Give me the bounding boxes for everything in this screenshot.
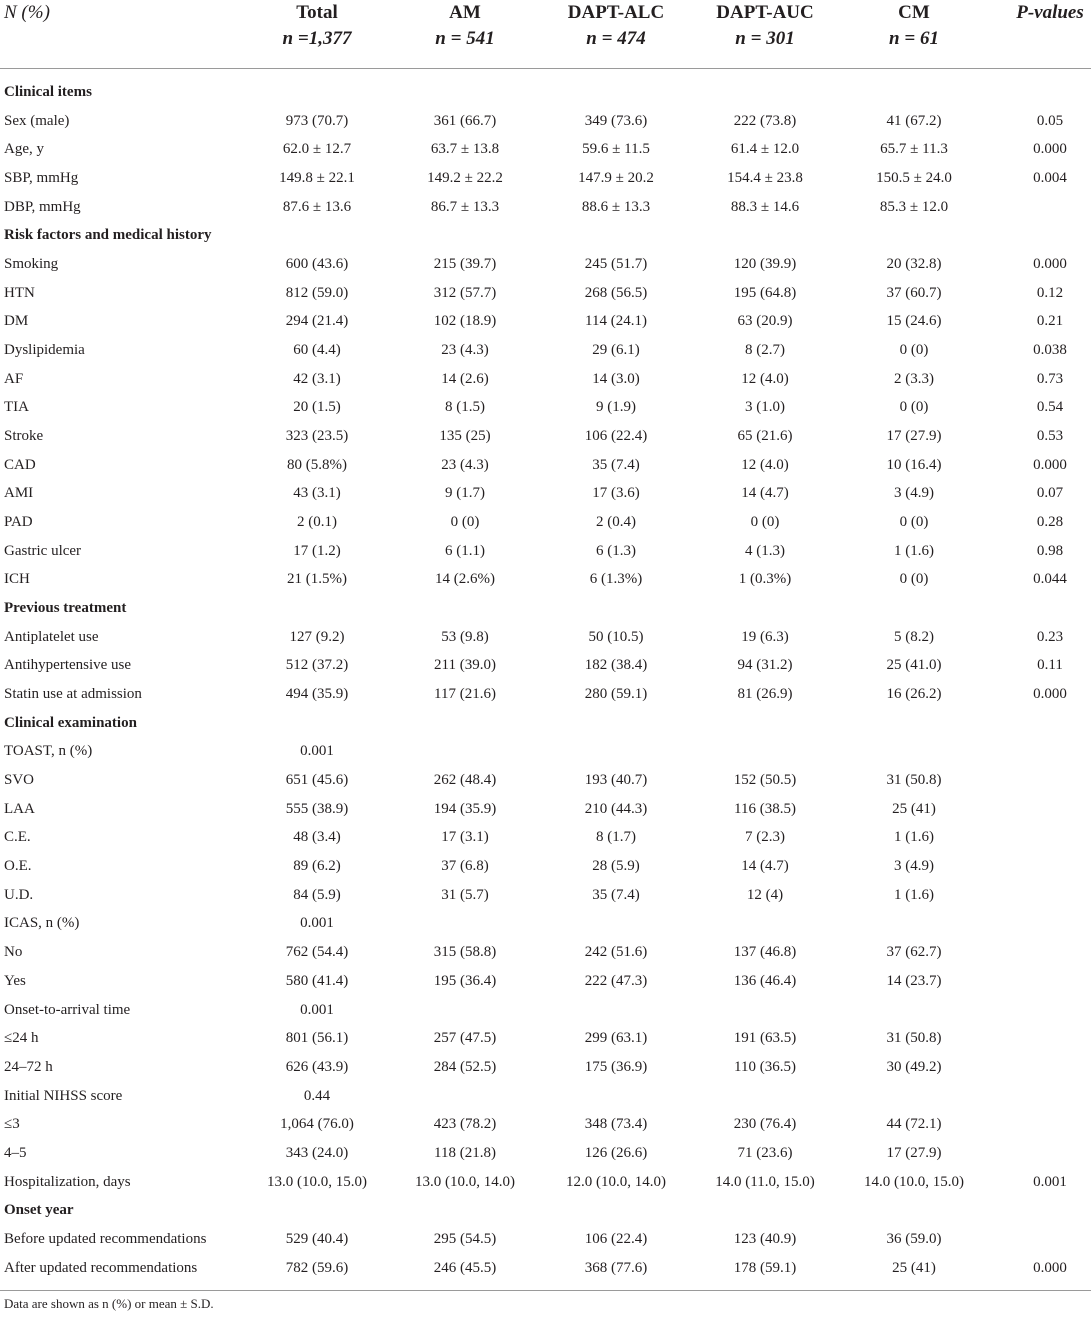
cell-p-value: 0.28 bbox=[1036, 514, 1064, 531]
table-header bbox=[0, 0, 1091, 66]
cell-am: 86.7 ± 13.3 bbox=[430, 198, 500, 215]
cell-total: 0.44 bbox=[303, 1087, 331, 1104]
cell-p-value: 0.044 bbox=[1033, 571, 1067, 588]
cell-dapt-alc: 299 (63.1) bbox=[584, 1030, 648, 1047]
cell-dapt-auc: 178 (59.1) bbox=[733, 1259, 797, 1276]
row-label: Stroke bbox=[4, 428, 44, 445]
table-row bbox=[0, 164, 1091, 193]
cell-dapt-alc: 14 (3.0) bbox=[592, 370, 640, 387]
row-label: HTN bbox=[4, 284, 35, 301]
cell-dapt-auc: 1 (0.3%) bbox=[738, 571, 792, 588]
cell-dapt-auc: 12 (4.0) bbox=[741, 456, 789, 473]
row-label: After updated recommendations bbox=[4, 1259, 198, 1276]
cell-total: 84 (5.9) bbox=[293, 886, 341, 903]
table-row bbox=[0, 422, 1091, 451]
table-row bbox=[0, 1139, 1091, 1168]
cell-am: 135 (25) bbox=[439, 428, 491, 445]
cell-am: 23 (4.3) bbox=[441, 456, 489, 473]
table-row bbox=[0, 680, 1091, 709]
table-row bbox=[0, 107, 1091, 136]
cell-dapt-alc: 6 (1.3) bbox=[596, 542, 636, 559]
cell-am: 9 (1.7) bbox=[445, 485, 485, 502]
cell-dapt-auc: 230 (76.4) bbox=[733, 1116, 797, 1133]
cell-p-value: 0.07 bbox=[1036, 485, 1064, 502]
row-label: AF bbox=[4, 370, 24, 387]
cell-cm: 0 (0) bbox=[899, 342, 929, 359]
cell-total: 973 (70.7) bbox=[285, 112, 349, 129]
cell-dapt-alc: 2 (0.4) bbox=[596, 514, 636, 531]
cell-am: 295 (54.5) bbox=[433, 1230, 497, 1247]
row-label: Sex (male) bbox=[4, 112, 70, 129]
header-n-label: N (%) bbox=[4, 2, 50, 23]
cell-dapt-auc: 222 (73.8) bbox=[733, 112, 797, 129]
cell-dapt-auc: 65 (21.6) bbox=[737, 428, 793, 445]
row-label: 24–72 h bbox=[4, 1058, 53, 1075]
row-label: Statin use at admission bbox=[4, 686, 142, 703]
table-row bbox=[0, 336, 1091, 365]
table-row bbox=[0, 1225, 1091, 1254]
cell-dapt-auc: 137 (46.8) bbox=[733, 944, 797, 961]
cell-p-value: 0.000 bbox=[1033, 256, 1067, 273]
cell-cm: 16 (26.2) bbox=[886, 686, 942, 703]
cell-cm: 5 (8.2) bbox=[894, 628, 934, 645]
cell-p-value: 0.001 bbox=[1033, 1173, 1067, 1190]
row-label: SBP, mmHg bbox=[4, 170, 79, 187]
table-row bbox=[0, 996, 1091, 1025]
cell-dapt-alc: 210 (44.3) bbox=[584, 800, 648, 817]
cell-am: 423 (78.2) bbox=[433, 1116, 497, 1133]
header-col-dapt-alc: DAPT-ALC n = 474 bbox=[567, 2, 665, 49]
cell-total: 21 (1.5%) bbox=[287, 571, 347, 588]
cell-dapt-alc: 8 (1.7) bbox=[596, 829, 636, 846]
table-row bbox=[0, 795, 1091, 824]
cell-am: 246 (45.5) bbox=[433, 1259, 497, 1276]
row-label: Age, y bbox=[4, 141, 44, 158]
cell-dapt-auc: 4 (1.3) bbox=[745, 542, 785, 559]
table-row bbox=[0, 451, 1091, 480]
cell-am: 13.0 (10.0, 14.0) bbox=[415, 1173, 515, 1190]
table-row bbox=[0, 365, 1091, 394]
cell-p-value: 0.004 bbox=[1033, 170, 1067, 187]
section-header-row bbox=[0, 78, 1091, 107]
cell-dapt-alc: 147.9 ± 20.2 bbox=[578, 170, 654, 187]
row-label: ≤24 h bbox=[4, 1030, 39, 1047]
cell-dapt-alc: 349 (73.6) bbox=[584, 112, 648, 129]
cell-dapt-auc: 12 (4) bbox=[746, 886, 784, 903]
cell-dapt-auc: 61.4 ± 12.0 bbox=[730, 141, 800, 158]
cell-dapt-auc: 94 (31.2) bbox=[737, 657, 793, 674]
cell-cm: 150.5 ± 24.0 bbox=[876, 170, 952, 187]
cell-am: 63.7 ± 13.8 bbox=[430, 141, 500, 158]
header-divider bbox=[0, 68, 1091, 69]
cell-dapt-auc: 14 (4.7) bbox=[741, 858, 789, 875]
row-label: Yes bbox=[4, 972, 26, 989]
cell-am: 117 (21.6) bbox=[434, 686, 496, 703]
cell-dapt-auc: 0 (0) bbox=[750, 514, 780, 531]
cell-dapt-alc: 50 (10.5) bbox=[588, 628, 644, 645]
cell-total: 87.6 ± 13.6 bbox=[282, 198, 352, 215]
section-title: Risk factors and medical history bbox=[4, 227, 212, 244]
table-row bbox=[0, 393, 1091, 422]
row-label: Gastric ulcer bbox=[4, 542, 82, 559]
row-label: ≤3 bbox=[4, 1116, 20, 1133]
cell-p-value: 0.000 bbox=[1033, 141, 1067, 158]
cell-am: 0 (0) bbox=[450, 514, 480, 531]
cell-am: 215 (39.7) bbox=[433, 256, 497, 273]
cell-cm: 0 (0) bbox=[899, 399, 929, 416]
cell-am: 31 (5.7) bbox=[441, 886, 489, 903]
table-row bbox=[0, 909, 1091, 938]
cell-am: 6 (1.1) bbox=[445, 542, 485, 559]
cell-dapt-auc: 152 (50.5) bbox=[733, 772, 797, 789]
table-row bbox=[0, 1168, 1091, 1197]
cell-am: 361 (66.7) bbox=[433, 112, 497, 129]
cell-total: 323 (23.5) bbox=[285, 428, 349, 445]
cell-cm: 41 (67.2) bbox=[886, 112, 942, 129]
table-row bbox=[0, 193, 1091, 222]
cell-dapt-alc: 368 (77.6) bbox=[584, 1259, 648, 1276]
cell-cm: 30 (49.2) bbox=[886, 1058, 942, 1075]
row-label: Initial NIHSS score bbox=[4, 1087, 123, 1104]
row-label: Dyslipidemia bbox=[4, 342, 85, 359]
cell-total: 494 (35.9) bbox=[285, 686, 349, 703]
cell-total: 343 (24.0) bbox=[285, 1144, 349, 1161]
row-label: C.E. bbox=[4, 829, 31, 846]
table-row bbox=[0, 135, 1091, 164]
cell-am: 53 (9.8) bbox=[441, 628, 489, 645]
row-label: ICH bbox=[4, 571, 30, 588]
cell-cm: 36 (59.0) bbox=[886, 1230, 942, 1247]
cell-cm: 25 (41) bbox=[892, 1259, 936, 1276]
cell-dapt-alc: 29 (6.1) bbox=[592, 342, 640, 359]
cell-p-value: 0.23 bbox=[1036, 628, 1064, 645]
cell-dapt-auc: 116 (38.5) bbox=[734, 800, 796, 817]
cell-dapt-alc: 114 (24.1) bbox=[585, 313, 647, 330]
cell-total: 626 (43.9) bbox=[285, 1058, 349, 1075]
cell-dapt-auc: 8 (2.7) bbox=[745, 342, 785, 359]
cell-p-value: 0.12 bbox=[1036, 284, 1064, 301]
cell-am: 315 (58.8) bbox=[433, 944, 497, 961]
section-header-row bbox=[0, 1196, 1091, 1225]
row-label: Hospitalization, days bbox=[4, 1173, 131, 1190]
table-row bbox=[0, 537, 1091, 566]
cell-cm: 3 (4.9) bbox=[894, 858, 934, 875]
cell-dapt-alc: 280 (59.1) bbox=[584, 686, 648, 703]
table-row bbox=[0, 279, 1091, 308]
cell-total: 1,064 (76.0) bbox=[280, 1116, 354, 1133]
cell-total: 2 (0.1) bbox=[297, 514, 337, 531]
cell-am: 257 (47.5) bbox=[433, 1030, 497, 1047]
cell-total: 0.001 bbox=[300, 1001, 334, 1018]
cell-total: 80 (5.8%) bbox=[287, 456, 347, 473]
cell-dapt-alc: 9 (1.9) bbox=[596, 399, 636, 416]
cell-am: 262 (48.4) bbox=[433, 772, 497, 789]
cell-am: 14 (2.6) bbox=[441, 370, 489, 387]
cell-cm: 14 (23.7) bbox=[886, 972, 942, 989]
cell-total: 600 (43.6) bbox=[285, 256, 349, 273]
cell-cm: 10 (16.4) bbox=[886, 456, 942, 473]
cell-total: 43 (3.1) bbox=[293, 485, 341, 502]
cell-dapt-auc: 154.4 ± 23.8 bbox=[727, 170, 803, 187]
table-row bbox=[0, 737, 1091, 766]
cell-dapt-auc: 71 (23.6) bbox=[737, 1144, 793, 1161]
cell-total: 42 (3.1) bbox=[293, 370, 341, 387]
cell-p-value: 0.000 bbox=[1033, 686, 1067, 703]
section-header-row bbox=[0, 221, 1091, 250]
row-label: U.D. bbox=[4, 886, 34, 903]
row-label: PAD bbox=[4, 514, 33, 531]
cell-p-value: 0.53 bbox=[1036, 428, 1064, 445]
cell-cm: 44 (72.1) bbox=[886, 1116, 942, 1133]
cell-dapt-auc: 120 (39.9) bbox=[733, 256, 797, 273]
section-header-row bbox=[0, 594, 1091, 623]
cell-am: 211 (39.0) bbox=[434, 657, 496, 674]
cell-p-value: 0.038 bbox=[1033, 342, 1067, 359]
cell-cm: 3 (4.9) bbox=[894, 485, 934, 502]
row-label: Before updated recommendations bbox=[4, 1230, 207, 1247]
cell-total: 17 (1.2) bbox=[293, 542, 341, 559]
cell-total: 782 (59.6) bbox=[285, 1259, 349, 1276]
table-footnote: Data are shown as n (%) or mean ± S.D. bbox=[4, 1296, 214, 1311]
cell-dapt-auc: 136 (46.4) bbox=[733, 972, 797, 989]
row-label: TIA bbox=[4, 399, 29, 416]
cell-am: 102 (18.9) bbox=[433, 313, 497, 330]
cell-cm: 17 (27.9) bbox=[886, 428, 942, 445]
table-row bbox=[0, 1082, 1091, 1111]
cell-cm: 31 (50.8) bbox=[886, 772, 942, 789]
row-label: Smoking bbox=[4, 256, 59, 273]
row-label: LAA bbox=[4, 800, 35, 817]
cell-total: 89 (6.2) bbox=[293, 858, 341, 875]
table-row bbox=[0, 881, 1091, 910]
cell-am: 14 (2.6%) bbox=[435, 571, 495, 588]
cell-am: 17 (3.1) bbox=[441, 829, 489, 846]
cell-dapt-alc: 126 (26.6) bbox=[584, 1144, 648, 1161]
cell-am: 37 (6.8) bbox=[441, 858, 489, 875]
header-col-am: AM n = 541 bbox=[435, 2, 495, 49]
table-row bbox=[0, 852, 1091, 881]
header-col-dapt-auc: DAPT-AUC n = 301 bbox=[716, 2, 814, 49]
cell-total: 127 (9.2) bbox=[289, 628, 345, 645]
section-title: Previous treatment bbox=[4, 600, 127, 617]
cell-p-value: 0.000 bbox=[1033, 1259, 1067, 1276]
cell-total: 0.001 bbox=[300, 743, 334, 760]
cell-dapt-alc: 222 (47.3) bbox=[584, 972, 648, 989]
cell-dapt-alc: 35 (7.4) bbox=[592, 886, 640, 903]
cell-total: 294 (21.4) bbox=[285, 313, 349, 330]
cell-cm: 25 (41.0) bbox=[886, 657, 942, 674]
cell-p-value: 0.54 bbox=[1036, 399, 1064, 416]
cell-cm: 1 (1.6) bbox=[894, 829, 934, 846]
cell-cm: 37 (60.7) bbox=[886, 284, 942, 301]
cell-dapt-auc: 7 (2.3) bbox=[745, 829, 785, 846]
cell-dapt-alc: 59.6 ± 11.5 bbox=[582, 141, 650, 158]
cell-cm: 1 (1.6) bbox=[894, 886, 934, 903]
row-label: O.E. bbox=[4, 858, 32, 875]
header-col-cm: CM n = 61 bbox=[889, 2, 939, 49]
row-label: ICAS, n (%) bbox=[4, 915, 80, 932]
table-body bbox=[0, 78, 1091, 1282]
row-label: AMI bbox=[4, 485, 34, 502]
cell-dapt-auc: 81 (26.9) bbox=[737, 686, 793, 703]
cell-dapt-alc: 175 (36.9) bbox=[584, 1058, 648, 1075]
table-row bbox=[0, 651, 1091, 680]
cell-total: 512 (37.2) bbox=[285, 657, 349, 674]
row-label: Antihypertensive use bbox=[4, 657, 132, 674]
table-row bbox=[0, 565, 1091, 594]
table-row bbox=[0, 1254, 1091, 1283]
cell-cm: 20 (32.8) bbox=[886, 256, 942, 273]
row-label: 4–5 bbox=[4, 1144, 27, 1161]
cell-total: 529 (40.4) bbox=[285, 1230, 349, 1247]
cell-total: 555 (38.9) bbox=[285, 800, 349, 817]
header-col-p-values: P-values bbox=[1016, 2, 1084, 23]
cell-total: 812 (59.0) bbox=[285, 284, 349, 301]
cell-cm: 25 (41) bbox=[892, 800, 936, 817]
section-title: Onset year bbox=[4, 1202, 74, 1219]
cell-cm: 14.0 (10.0, 15.0) bbox=[864, 1173, 964, 1190]
table-row bbox=[0, 766, 1091, 795]
cell-total: 801 (56.1) bbox=[285, 1030, 349, 1047]
cell-total: 762 (54.4) bbox=[285, 944, 349, 961]
cell-p-value: 0.05 bbox=[1036, 112, 1064, 129]
table-row bbox=[0, 250, 1091, 279]
cell-total: 0.001 bbox=[300, 915, 334, 932]
cell-dapt-alc: 245 (51.7) bbox=[584, 256, 648, 273]
footer-divider bbox=[0, 1290, 1091, 1291]
row-label: DBP, mmHg bbox=[4, 198, 81, 215]
table-row bbox=[0, 307, 1091, 336]
cell-am: 149.2 ± 22.2 bbox=[427, 170, 503, 187]
cell-total: 60 (4.4) bbox=[293, 342, 341, 359]
cell-dapt-alc: 348 (73.4) bbox=[584, 1116, 648, 1133]
cell-cm: 0 (0) bbox=[899, 571, 929, 588]
cell-cm: 0 (0) bbox=[899, 514, 929, 531]
cell-dapt-auc: 63 (20.9) bbox=[737, 313, 793, 330]
cell-am: 118 (21.8) bbox=[434, 1144, 496, 1161]
cell-dapt-alc: 268 (56.5) bbox=[584, 284, 648, 301]
cell-am: 312 (57.7) bbox=[433, 284, 497, 301]
cell-dapt-alc: 242 (51.6) bbox=[584, 944, 648, 961]
cell-cm: 15 (24.6) bbox=[886, 313, 942, 330]
table-row bbox=[0, 1053, 1091, 1082]
cell-dapt-auc: 14.0 (11.0, 15.0) bbox=[715, 1173, 815, 1190]
row-label: Antiplatelet use bbox=[4, 628, 99, 645]
cell-total: 13.0 (10.0, 15.0) bbox=[267, 1173, 367, 1190]
row-label: TOAST, n (%) bbox=[4, 743, 93, 760]
cell-cm: 85.3 ± 12.0 bbox=[879, 198, 949, 215]
row-label: CAD bbox=[4, 456, 36, 473]
header-col-total: Total n =1,377 bbox=[282, 2, 352, 49]
cell-cm: 37 (62.7) bbox=[886, 944, 942, 961]
cell-p-value: 0.11 bbox=[1037, 657, 1063, 674]
section-header-row bbox=[0, 709, 1091, 738]
section-title: Clinical examination bbox=[4, 714, 137, 731]
header-n-percent bbox=[4, 0, 50, 26]
cell-p-value: 0.73 bbox=[1036, 370, 1064, 387]
cell-cm: 1 (1.6) bbox=[894, 542, 934, 559]
row-label: Onset-to-arrival time bbox=[4, 1001, 131, 1018]
cell-dapt-auc: 12 (4.0) bbox=[741, 370, 789, 387]
cell-total: 149.8 ± 22.1 bbox=[279, 170, 355, 187]
table-row bbox=[0, 823, 1091, 852]
cell-dapt-alc: 106 (22.4) bbox=[584, 1230, 648, 1247]
cell-total: 651 (45.6) bbox=[285, 772, 349, 789]
row-label: SVO bbox=[4, 772, 35, 789]
cell-dapt-alc: 106 (22.4) bbox=[584, 428, 648, 445]
table-row bbox=[0, 479, 1091, 508]
cell-dapt-alc: 88.6 ± 13.3 bbox=[581, 198, 651, 215]
cell-dapt-auc: 195 (64.8) bbox=[733, 284, 797, 301]
cell-dapt-auc: 110 (36.5) bbox=[734, 1058, 796, 1075]
section-title: Clinical items bbox=[4, 84, 92, 100]
table-row bbox=[0, 508, 1091, 537]
cell-total: 48 (3.4) bbox=[293, 829, 341, 846]
row-label: No bbox=[4, 944, 23, 961]
cell-total: 20 (1.5) bbox=[293, 399, 341, 416]
cell-dapt-alc: 6 (1.3%) bbox=[589, 571, 643, 588]
cell-dapt-auc: 3 (1.0) bbox=[745, 399, 785, 416]
cell-cm: 2 (3.3) bbox=[894, 370, 934, 387]
cell-am: 195 (36.4) bbox=[433, 972, 497, 989]
cell-dapt-auc: 19 (6.3) bbox=[741, 628, 789, 645]
table-row bbox=[0, 1024, 1091, 1053]
cell-dapt-auc: 88.3 ± 14.6 bbox=[730, 198, 800, 215]
cell-p-value: 0.98 bbox=[1036, 542, 1064, 559]
cell-cm: 31 (50.8) bbox=[886, 1030, 942, 1047]
cell-p-value: 0.21 bbox=[1036, 313, 1064, 330]
cell-cm: 17 (27.9) bbox=[886, 1144, 942, 1161]
cell-total: 580 (41.4) bbox=[285, 972, 349, 989]
cell-dapt-auc: 14 (4.7) bbox=[741, 485, 789, 502]
cell-p-value: 0.000 bbox=[1033, 456, 1067, 473]
cell-am: 23 (4.3) bbox=[441, 342, 489, 359]
cell-am: 194 (35.9) bbox=[433, 800, 497, 817]
table-row bbox=[0, 623, 1091, 652]
cell-dapt-auc: 191 (63.5) bbox=[733, 1030, 797, 1047]
table-row bbox=[0, 938, 1091, 967]
cell-dapt-alc: 193 (40.7) bbox=[584, 772, 648, 789]
cell-dapt-alc: 182 (38.4) bbox=[584, 657, 648, 674]
cell-dapt-alc: 28 (5.9) bbox=[592, 858, 640, 875]
cell-cm: 65.7 ± 11.3 bbox=[880, 141, 948, 158]
cell-am: 284 (52.5) bbox=[433, 1058, 497, 1075]
row-label: DM bbox=[4, 313, 29, 330]
cell-am: 8 (1.5) bbox=[445, 399, 485, 416]
cell-dapt-alc: 35 (7.4) bbox=[592, 456, 640, 473]
cell-dapt-alc: 12.0 (10.0, 14.0) bbox=[566, 1173, 666, 1190]
cell-dapt-alc: 17 (3.6) bbox=[592, 485, 640, 502]
table-row bbox=[0, 1110, 1091, 1139]
cell-total: 62.0 ± 12.7 bbox=[282, 141, 352, 158]
table-row bbox=[0, 967, 1091, 996]
cell-dapt-auc: 123 (40.9) bbox=[733, 1230, 797, 1247]
